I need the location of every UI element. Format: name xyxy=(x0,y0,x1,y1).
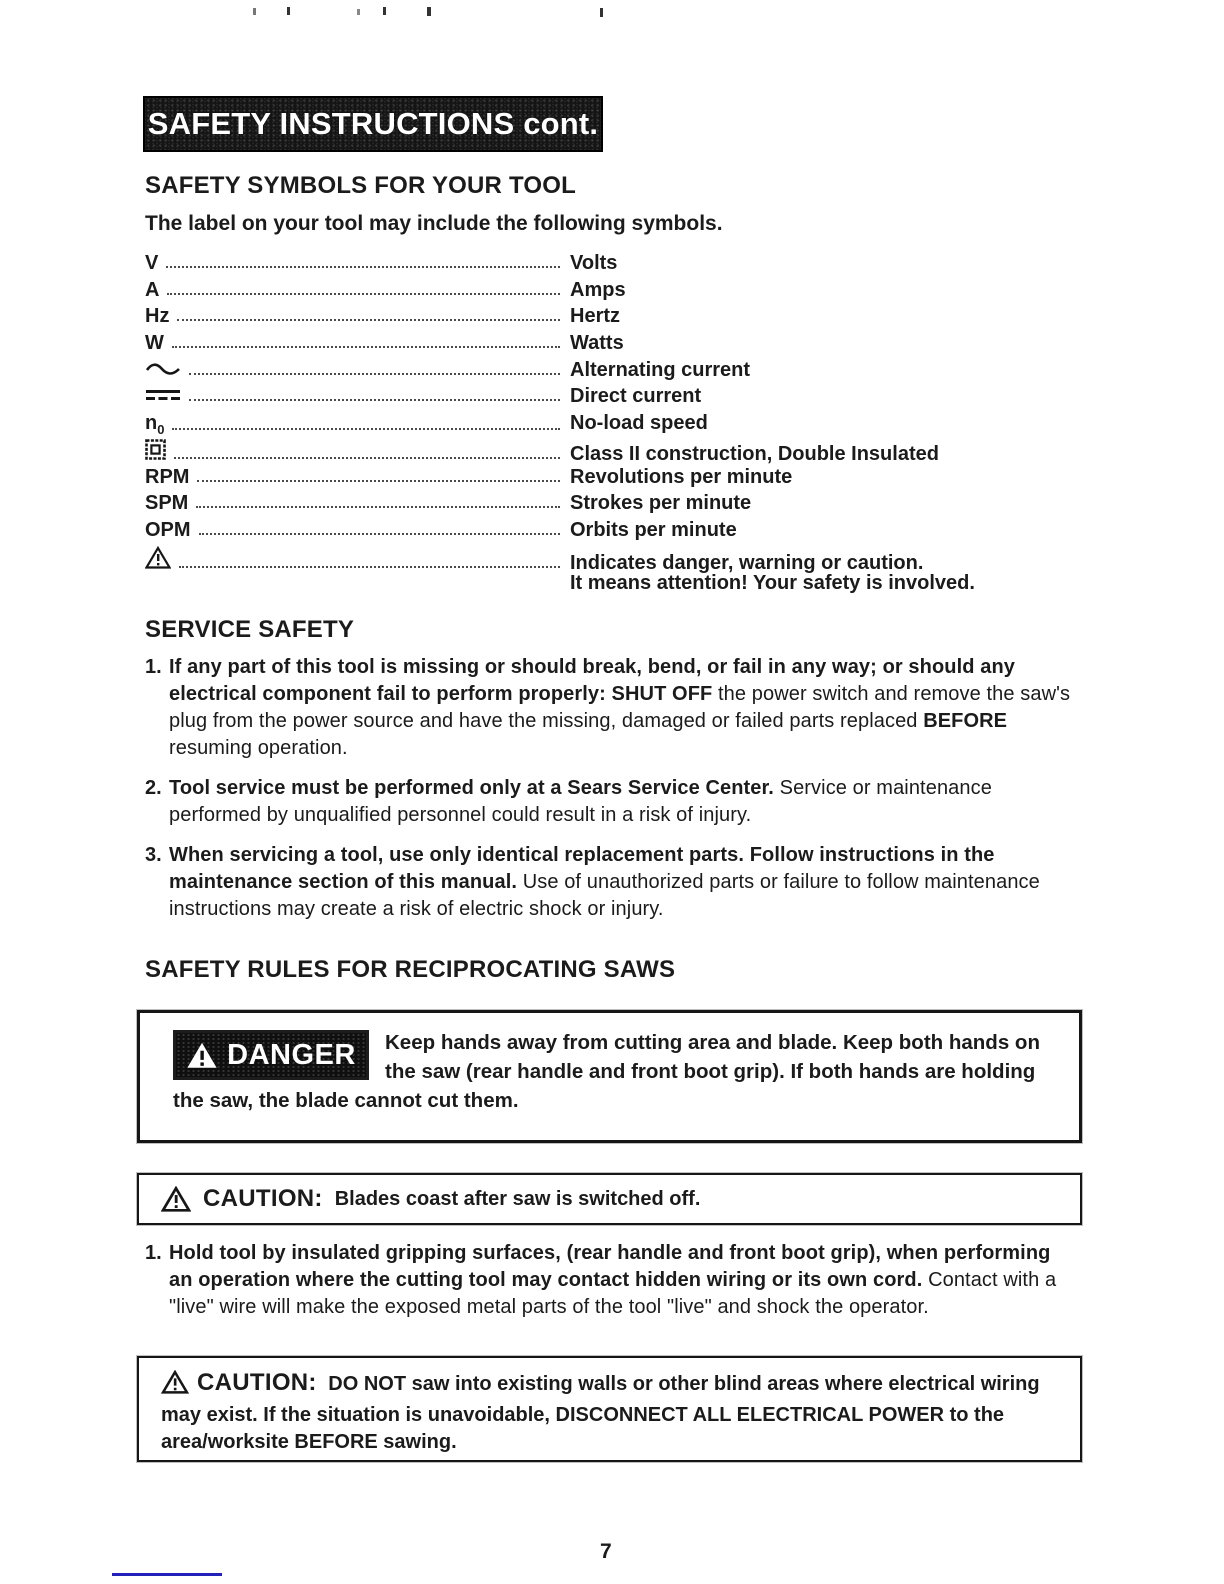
item-text: Hold tool by insulated gripping surfaces, (rear handle and front boot grip), when performing an operation where the cutting tool may contact hidden wiring or its own cord. Contact with a "live" wire will make the exposed metal parts of the tool "live" and shock the operator. xyxy=(169,1242,1057,1318)
symbol-row xyxy=(145,305,1085,332)
dot-leader xyxy=(166,266,560,268)
list-item xyxy=(145,842,1075,923)
item-number: 1. xyxy=(145,656,162,678)
saw-rules-heading: SAFETY RULES FOR RECIPROCATING SAWS xyxy=(145,956,676,983)
caution-label: CAUTION: xyxy=(197,1369,317,1396)
list-item xyxy=(145,775,1075,829)
symbol-spm: SPM xyxy=(145,492,189,515)
symbol-meaning: Strokes per minute xyxy=(570,492,752,515)
caution-paragraph xyxy=(161,1369,1060,1456)
symbol-hertz: Hz xyxy=(145,305,170,328)
dot-leader xyxy=(172,346,560,348)
warning-triangle-icon xyxy=(145,546,171,575)
symbol-meaning: Class II construction, Double Insulated xyxy=(570,442,939,465)
dot-leader xyxy=(174,457,560,459)
caution-box-2 xyxy=(137,1356,1082,1462)
saw-rules-list xyxy=(145,1240,1075,1334)
alternating-current-icon xyxy=(145,359,181,382)
symbol-meaning: Alternating current xyxy=(570,358,751,381)
warning-triangle-icon xyxy=(161,1186,191,1212)
symbol-row xyxy=(145,252,1085,279)
caution-text: Blades coast after saw is switched off. xyxy=(334,1187,701,1210)
service-safety-heading: SERVICE SAFETY xyxy=(145,616,355,643)
symbol-row xyxy=(145,466,1085,493)
symbol-row xyxy=(145,492,1085,519)
list-item xyxy=(145,1240,1075,1321)
dot-leader xyxy=(167,293,560,295)
symbols-intro: The label on your tool may include the following symbols. xyxy=(145,212,723,235)
symbol-meaning: Direct current xyxy=(570,385,702,408)
dot-leader xyxy=(172,428,560,430)
direct-current-icon xyxy=(145,385,181,408)
danger-badge-label: DANGER xyxy=(227,1038,356,1071)
symbol-watts: W xyxy=(145,332,164,355)
symbol-amps: A xyxy=(145,278,160,301)
item-number: 3. xyxy=(145,844,162,866)
service-safety-list xyxy=(145,654,1075,936)
caution-box-1 xyxy=(137,1173,1082,1225)
caution-text: DO NOT saw into existing walls or other blind areas where electrical wiring may exist. If the situation is unavoidable, DISCONNECT ALL ELECTRICAL POWER to the area/worksite BEFORE sawing. xyxy=(161,1373,1040,1453)
dot-leader xyxy=(196,506,560,508)
dot-leader xyxy=(189,399,560,401)
symbol-meaning-line2: It means attention! Your safety is involved. xyxy=(570,572,975,595)
symbol-row xyxy=(145,279,1085,306)
banner-title: SAFETY INSTRUCTIONS cont. xyxy=(147,106,599,141)
symbol-meaning: No-load speed xyxy=(570,412,708,435)
dot-leader xyxy=(199,533,560,535)
symbol-meaning: Watts xyxy=(570,332,624,355)
symbol-meaning: Amps xyxy=(570,278,626,301)
item-number: 2. xyxy=(145,777,162,799)
symbol-row xyxy=(145,519,1085,546)
symbol-meaning: Volts xyxy=(570,252,618,274)
symbol-meaning: Hertz xyxy=(570,305,621,328)
symbol-opm: OPM xyxy=(145,518,191,541)
symbol-row xyxy=(145,412,1085,439)
symbol-no-load-speed: $n_0$ xyxy=(145,412,165,438)
symbol-meaning: Revolutions per minute xyxy=(570,465,793,488)
symbol-meaning: Orbits per minute xyxy=(570,518,737,541)
symbol-meaning: Indicates danger, warning or caution. xyxy=(570,551,924,574)
section-banner xyxy=(143,96,603,152)
caution-label: CAUTION: xyxy=(203,1185,323,1212)
symbol-rpm: RPM xyxy=(145,465,190,488)
footer-blue-line xyxy=(112,1573,222,1576)
page-number: 7 xyxy=(600,1540,612,1563)
symbol-row xyxy=(145,359,1085,386)
warning-triangle-icon xyxy=(161,1370,189,1402)
dot-leader xyxy=(177,319,560,321)
symbol-row xyxy=(145,439,1085,466)
danger-box xyxy=(137,1010,1082,1143)
item-text: When servicing a tool, use only identical replacement parts. Follow instructions in the maintenance section of this manual. Use of unauthorized parts or failure to follow maintenance instructions may create a risk of electric shock or injury. xyxy=(169,844,1040,920)
double-insulated-icon xyxy=(145,439,166,466)
list-item xyxy=(145,654,1075,762)
warning-triangle-icon xyxy=(186,1041,218,1069)
item-text: If any part of this tool is missing or should break, bend, or fail in any way; or should any electrical component fail to perform properly: SHUT OFF the power switch and remove the saw's plug from the power source and have the missing, damaged or failed parts replaced BEFORE resuming operation. xyxy=(169,656,1071,759)
symbol-row xyxy=(145,385,1085,412)
symbol-row xyxy=(145,546,1085,573)
dot-leader xyxy=(189,373,560,375)
symbols-table xyxy=(145,252,1085,599)
danger-text: Keep hands away from cutting area and blade. Keep both hands on the saw (rear handle and front boot grip). If both hands are holding the saw, the blade cannot cut them. xyxy=(173,1031,1040,1112)
dot-leader xyxy=(197,480,560,482)
symbol-volts: V xyxy=(145,252,159,274)
item-text: Tool service must be performed only at a Sears Service Center. Service or maintenance performed by unqualified personnel could result in a risk of injury. xyxy=(169,777,992,826)
symbol-row xyxy=(145,332,1085,359)
symbols-heading: SAFETY SYMBOLS FOR YOUR TOOL xyxy=(145,172,576,199)
danger-badge xyxy=(173,1030,369,1080)
dot-leader xyxy=(179,566,560,568)
item-number: 1. xyxy=(145,1242,162,1264)
